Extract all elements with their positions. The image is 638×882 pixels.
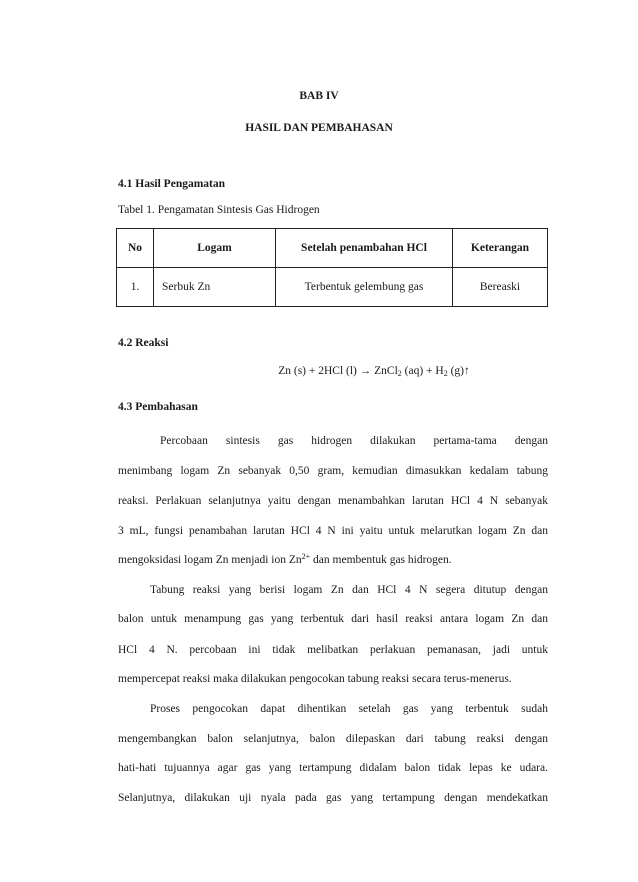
table-header-row [117, 229, 548, 268]
reaction-equation [0, 365, 638, 378]
cell-metal: Serbuk Zn [154, 268, 276, 307]
column-header-no: No [117, 229, 154, 268]
table-row [117, 268, 548, 307]
paragraph-line: Percobaan sintesis gas hidrogen dilakukan pertama-tama dengan [160, 435, 548, 447]
paragraph-line: mempercepat reaksi maka dilakukan pengocokan tabung reaksi secara terus-menerus. [118, 673, 512, 685]
paragraph-line: balon untuk menampung gas yang terbentuk dari hasil reaksi antara logam Zn dan [118, 613, 548, 625]
paragraph-line [118, 554, 548, 566]
cell-no: 1. [117, 268, 154, 307]
cell-remarks: Bereaski [453, 268, 548, 307]
paragraph-line: menimbang logam Zn sebanyak 0,50 gram, kemudian dimasukkan kedalam tabung [118, 465, 548, 477]
observation-table [116, 228, 548, 307]
line-text: mengoksidasi logam Zn menjadi ion Zn [118, 554, 302, 566]
reaction-subscript-1: 2 [397, 369, 402, 378]
paragraph-line: hati-hati tujuannya agar gas yang tertampung didalam balon tidak lepas ke udara. [118, 762, 548, 774]
table-caption: Tabel 1. Pengamatan Sintesis Gas Hidrogen [118, 204, 320, 216]
paragraph-line: Selanjutnya, dilakukan uji nyala pada gas yang tertampung dengan mendekatkan [118, 792, 548, 804]
paragraph-line: mengembangkan balon selanjutnya, balon dilepaskan dari tabung reaksi dengan [118, 733, 548, 745]
paragraph-line: 3 mL, fungsi penambahan larutan HCl 4 N ini yaitu untuk melarutkan logam Zn dan [118, 525, 548, 537]
section-heading-reaction: 4.2 Reaksi [118, 337, 169, 349]
chapter-subtitle: HASIL DAN PEMBAHASAN [245, 122, 393, 134]
reaction-subscript-2: 2 [443, 369, 448, 378]
paragraph-line: reaksi. Perlakuan selanjutnya yaitu dengan menambahkan larutan HCl 4 N sebanyak [118, 495, 548, 507]
section-heading-results: 4.1 Hasil Pengamatan [118, 178, 226, 190]
line-text: dan membentuk gas hidrogen. [310, 554, 452, 566]
section-heading-discussion: 4.3 Pembahasan [118, 401, 198, 413]
chapter-title: BAB IV [299, 90, 339, 102]
column-header-remarks: Keterangan [453, 229, 548, 268]
reaction-right: (g)↑ [447, 365, 470, 377]
paragraph-line: Proses pengocokan dapat dihentikan setelah gas yang terbentuk sudah [150, 703, 548, 715]
column-header-metal: Logam [154, 229, 276, 268]
ion-charge: 2+ [301, 552, 311, 561]
reaction-mid: (aq) + H [401, 365, 444, 377]
paragraph-line: HCl 4 N. percobaan ini tidak melibatkan perlakuan pemanasan, jadi untuk [118, 644, 548, 656]
cell-after-hcl: Terbentuk gelembung gas [276, 268, 453, 307]
reaction-left: Zn (s) + 2HCl (l) → ZnCl [278, 365, 398, 377]
column-header-after-hcl: Setelah penambahan HCl [276, 229, 453, 268]
paragraph-line: Tabung reaksi yang berisi logam Zn dan HCl 4 N segera ditutup dengan [150, 584, 548, 596]
